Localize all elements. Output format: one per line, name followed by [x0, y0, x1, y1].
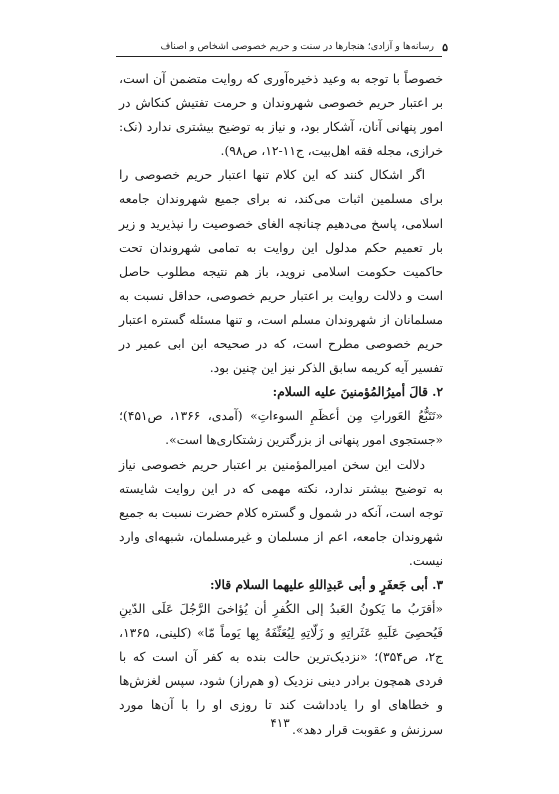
paragraph: خصوصاً با توجه به وعید ذخیره‌آوری که روایت متضمن آن است، بر اعتبار حریم خصوصی شهروندان و حرمت تفتیش کنکاش در امور پنهانی آنان، آشکار بود، و نیاز به توضیح بیشتری ندارد (نک: خرازی، مجله فقه اهل‌بیت، ج۱۱-۱۲، ص۹۸).: [119, 72, 443, 159]
hadith-heading: ۲. قالَ أمیرُالمُؤمنینَ عليه السلام:: [272, 384, 443, 400]
paragraph: اگر اشکال کنند که این کلام تنها اعتبار حریم خصوصی را برای مسلمین اثبات می‌کند، نه برای جمیع شهروندان جامعه اسلامی، پاسخ می‌دهیم چنانچه الغای خصوصیت را نپذیرید و زیر بار تعمیم حکم مدلول این روایت به تمامی شهروندان تحت حاکمیت حکومت اسلامی نروید، باز هم نتیجه مطلوب حاصل است و دلالت روایت بر اعتبار حریم خصوصی، حداقل نسبت به مسلمانان از شهروندان مسلم است، و تنها مسئله گستره اعتبار حریم خصوصی مطرح است، که در صحیحه ابن ابی عمیر در تفسیر آیه کریمه سابق الذکر نیز این چنین بود.: [119, 168, 443, 376]
running-header: [114, 38, 448, 56]
chapter-mark: ۵: [442, 41, 448, 54]
hadith-heading: ۳. أبی جَعفَرٍ و أبی عَبدِاللهِ عليهما السلام قالا:: [209, 576, 443, 592]
hadith-quote: «تَتَبُّعُ العَوراتِ مِن أعظَمِ السوءاتِ» (آمدی، ۱۳۶۶، ص۴۵۱)؛ «جستجوی امور پنهانی از بزرگترین زشتکاری‌ها است».: [119, 409, 443, 448]
running-header-title: رسانه‌ها و آزادی؛ هنجارها در سنت و حریم خصوصی اشخاص و اصناف: [160, 41, 434, 52]
header-divider: [116, 56, 442, 57]
hadith-quote: «أقرَبُ ما یَكونُ العَبدُ إلى الكُفرِ أن یُؤاخیَ الرَّجُلَ عَلَى الدّینِ فَیُحصِیَ عَلَیهِ عَثَراتِهِ و زَلّاتِهِ لِیُعَنِّفَهُ بِها یَوماً مّا» (کلینی، ۱۳۶۵، ج۲، ص۳۵۴)؛ «نزدیک‌ترین حالت بنده به کفر آن است که با فردی همچون برادر دینی نزدیک (و هم‌راز) شود، سپس لغزش‌ها و خطاهای او را یادداشت کند تا روزی او را با آن‌ها مورد سرزنش و عقوبت قرار دهد».: [119, 602, 443, 737]
body-text: [119, 67, 443, 742]
paragraph: دلالت این سخن امیرالمؤمنین بر اعتبار حریم خصوصی نیاز به توضیح بیشتر ندارد، نکته مهمی که در این روایت شایسته توجه است، آنکه در شمول و گستره کلام حضرت نسبت به جمیع شهروندان جامعه، اعم از مسلمان و غیرمسلمان، شبهه‌ای وارد نیست.: [119, 457, 443, 568]
page-number: ۴۱۳: [270, 716, 290, 730]
